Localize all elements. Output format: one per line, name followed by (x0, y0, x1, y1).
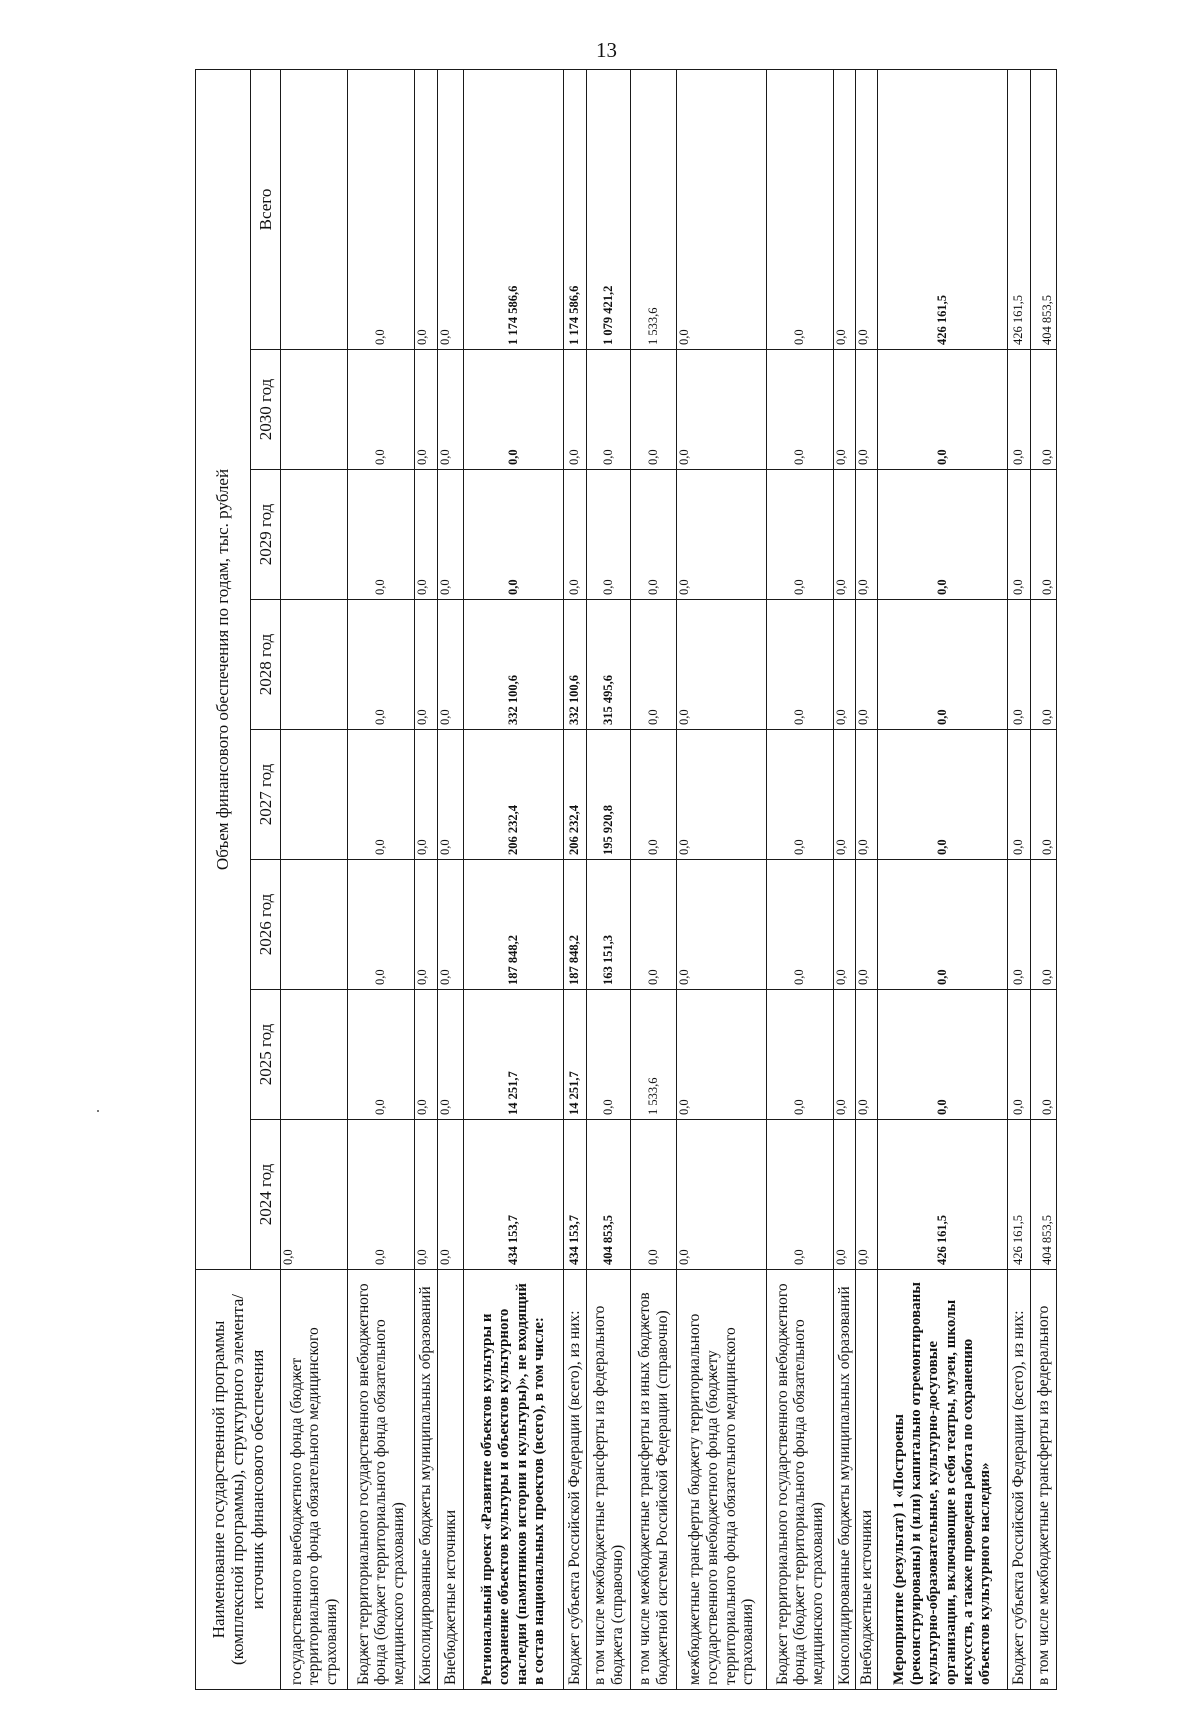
cell-2030: 0,0 (438, 350, 464, 470)
cell-2029: 0,0 (1031, 470, 1057, 600)
cell-2024: 0,0 (856, 1120, 878, 1270)
row-name: государственного внебюджетного фонда (бюджет территориального фонда обязательного медицинского страхования) (281, 1270, 348, 1690)
row-name: Консолидированные бюджеты муниципальных образований (415, 1270, 438, 1690)
cell-total: 0,0 (348, 69, 415, 349)
table-row (834, 69, 856, 1689)
cell-2025: 0,0 (767, 990, 834, 1120)
table-row (587, 69, 631, 1689)
cell-total: 1 533,6 (631, 69, 677, 349)
cell-2029 (281, 470, 348, 600)
row-name: в том числе межбюджетные трансферты из иных бюджетов бюджетной системы Российской Федерации (справочно) (631, 1270, 677, 1690)
header-year-2028: 2028 год (251, 600, 281, 730)
cell-2029: 0,0 (767, 470, 834, 600)
cell-total: 426 161,5 (878, 69, 1008, 349)
cell-2029: 0,0 (677, 470, 767, 600)
row-name: Консолидированные бюджеты муниципальных образований (834, 1270, 856, 1690)
cell-2026: 0,0 (677, 860, 767, 990)
cell-2026: 187 848,2 (464, 860, 564, 990)
cell-2028: 0,0 (834, 600, 856, 730)
cell-2025: 0,0 (587, 990, 631, 1120)
cell-2027: 0,0 (1008, 730, 1031, 860)
cell-2026 (281, 860, 348, 990)
cell-2025: 14 251,7 (564, 990, 587, 1120)
cell-2024: 0,0 (281, 1120, 348, 1270)
cell-2028 (281, 600, 348, 730)
table-row (878, 69, 1008, 1689)
cell-2028: 0,0 (878, 600, 1008, 730)
cell-2028: 0,0 (1008, 600, 1031, 730)
cell-2024: 404 853,5 (1031, 1120, 1057, 1270)
cell-2024: 0,0 (677, 1120, 767, 1270)
cell-2027: 0,0 (348, 730, 415, 860)
cell-2026: 0,0 (348, 860, 415, 990)
cell-2028: 0,0 (1031, 600, 1057, 730)
cell-2024: 426 161,5 (878, 1120, 1008, 1270)
cell-2025: 0,0 (856, 990, 878, 1120)
cell-2026: 0,0 (1031, 860, 1057, 990)
row-name: в том числе межбюджетные трансферты из федерального бюджета (справочно) (587, 1270, 631, 1690)
cell-2025 (281, 990, 348, 1120)
cell-2030: 0,0 (1031, 350, 1057, 470)
cell-2026: 163 151,3 (587, 860, 631, 990)
cell-2028: 332 100,6 (464, 600, 564, 730)
cell-2029: 0,0 (631, 470, 677, 600)
header-year-2024: 2024 год (251, 1120, 281, 1270)
cell-2030: 0,0 (834, 350, 856, 470)
funding-table (195, 69, 1057, 1690)
cell-2025: 1 533,6 (631, 990, 677, 1120)
table-row (348, 69, 415, 1689)
cell-2028: 0,0 (415, 600, 438, 730)
table-row (856, 69, 878, 1689)
cell-2029: 0,0 (834, 470, 856, 600)
header-year-2027: 2027 год (251, 730, 281, 860)
cell-2027: 0,0 (631, 730, 677, 860)
cell-total: 1 174 586,6 (464, 69, 564, 349)
cell-2027: 206 232,4 (564, 730, 587, 860)
cell-2024: 0,0 (631, 1120, 677, 1270)
cell-2030: 0,0 (464, 350, 564, 470)
cell-2024: 0,0 (438, 1120, 464, 1270)
table-row (1008, 69, 1031, 1689)
table-row (1031, 69, 1057, 1689)
cell-2025: 14 251,7 (464, 990, 564, 1120)
cell-2029: 0,0 (878, 470, 1008, 600)
cell-2024: 434 153,7 (464, 1120, 564, 1270)
scan-speck (97, 1110, 99, 1112)
cell-2028: 315 495,6 (587, 600, 631, 730)
cell-2026: 0,0 (631, 860, 677, 990)
header-year-2026: 2026 год (251, 860, 281, 990)
cell-2027: 0,0 (834, 730, 856, 860)
cell-2029: 0,0 (564, 470, 587, 600)
row-name: Внебюджетные источники (438, 1270, 464, 1690)
cell-total (281, 69, 348, 349)
row-name: в том числе межбюджетные трансферты из федерального (1031, 1270, 1057, 1690)
header-year-2025: 2025 год (251, 990, 281, 1120)
cell-2028: 0,0 (631, 600, 677, 730)
table-row (677, 69, 767, 1689)
cell-2030: 0,0 (878, 350, 1008, 470)
cell-2027: 0,0 (677, 730, 767, 860)
page-number: 13 (596, 38, 617, 62)
cell-2026: 0,0 (438, 860, 464, 990)
cell-2030: 0,0 (564, 350, 587, 470)
cell-total: 426 161,5 (1008, 69, 1031, 349)
cell-2029: 0,0 (856, 470, 878, 600)
cell-2027: 195 920,8 (587, 730, 631, 860)
table-row (281, 69, 348, 1689)
cell-2030 (281, 350, 348, 470)
table-row (564, 69, 587, 1689)
cell-2028: 0,0 (856, 600, 878, 730)
cell-2025: 0,0 (1031, 990, 1057, 1120)
cell-2024: 404 853,5 (587, 1120, 631, 1270)
table-row (438, 69, 464, 1689)
row-name: Внебюджетные источники (856, 1270, 878, 1690)
cell-2027: 0,0 (1031, 730, 1057, 860)
header-year-2029: 2029 год (251, 470, 281, 600)
cell-2030: 0,0 (767, 350, 834, 470)
table-row (631, 69, 677, 1689)
table-row (767, 69, 834, 1689)
cell-total: 404 853,5 (1031, 69, 1057, 349)
cell-2029: 0,0 (1008, 470, 1031, 600)
cell-total: 1 174 586,6 (564, 69, 587, 349)
cell-2026: 0,0 (767, 860, 834, 990)
cell-2026: 0,0 (878, 860, 1008, 990)
cell-total: 0,0 (415, 69, 438, 349)
cell-total: 1 079 421,2 (587, 69, 631, 349)
cell-total: 0,0 (438, 69, 464, 349)
cell-2024: 434 153,7 (564, 1120, 587, 1270)
cell-2029: 0,0 (587, 470, 631, 600)
cell-2024: 426 161,5 (1008, 1120, 1031, 1270)
cell-total: 0,0 (767, 69, 834, 349)
cell-2026: 0,0 (415, 860, 438, 990)
cell-2024: 0,0 (834, 1120, 856, 1270)
cell-2027: 0,0 (856, 730, 878, 860)
table-row (464, 69, 564, 1689)
row-name: Бюджет территориального государственного внебюджетного фонда (бюджет территориального фонда обязательного медицинского страхования) (348, 1270, 415, 1690)
cell-total: 0,0 (834, 69, 856, 349)
cell-2025: 0,0 (415, 990, 438, 1120)
header-total: Всего (251, 69, 281, 349)
cell-2025: 0,0 (878, 990, 1008, 1120)
cell-2026: 187 848,2 (564, 860, 587, 990)
row-name: Бюджет субъекта Российской Федерации (всего), из них: (1008, 1270, 1031, 1690)
header-name-column: Наименование государственной программы (комплексной программы), структурного элемента/источник финансового обеспечения (196, 1270, 281, 1690)
cell-2026: 0,0 (834, 860, 856, 990)
cell-2030: 0,0 (415, 350, 438, 470)
cell-2027: 0,0 (878, 730, 1008, 860)
row-name: Бюджет территориального государственного внебюджетного фонда (бюджет территориального фонда обязательного медицинского страхования) (767, 1270, 834, 1690)
cell-2030: 0,0 (631, 350, 677, 470)
cell-total: 0,0 (856, 69, 878, 349)
cell-2030: 0,0 (856, 350, 878, 470)
cell-2030: 0,0 (587, 350, 631, 470)
cell-2027: 206 232,4 (464, 730, 564, 860)
cell-2027: 0,0 (438, 730, 464, 860)
row-name: Региональный проект «Развитие объектов культуры и сохранение объектов культуры и объектов культурного наследия (памятников истории и культуры)», не входящий в состав национальных проектов (всего), в том числе: (464, 1270, 564, 1690)
table-row (415, 69, 438, 1689)
cell-2028: 332 100,6 (564, 600, 587, 730)
cell-2030: 0,0 (1008, 350, 1031, 470)
cell-2024: 0,0 (767, 1120, 834, 1270)
cell-2030: 0,0 (348, 350, 415, 470)
cell-2024: 0,0 (415, 1120, 438, 1270)
cell-2027: 0,0 (767, 730, 834, 860)
cell-2027 (281, 730, 348, 860)
cell-2028: 0,0 (348, 600, 415, 730)
cell-2029: 0,0 (464, 470, 564, 600)
row-name: Бюджет субъекта Российской Федерации (всего), из них: (564, 1270, 587, 1690)
cell-2028: 0,0 (438, 600, 464, 730)
cell-total: 0,0 (677, 69, 767, 349)
cell-2025: 0,0 (438, 990, 464, 1120)
row-name: межбюджетные трансферты бюджету территориального государственного внебюджетного фонда (бюджету территориального фонда обязательного медицинского страхования) (677, 1270, 767, 1690)
cell-2026: 0,0 (1008, 860, 1031, 990)
cell-2029: 0,0 (415, 470, 438, 600)
cell-2028: 0,0 (767, 600, 834, 730)
cell-2026: 0,0 (856, 860, 878, 990)
cell-2028: 0,0 (677, 600, 767, 730)
cell-2025: 0,0 (834, 990, 856, 1120)
cell-2027: 0,0 (415, 730, 438, 860)
row-name: Мероприятие (результат) 1 «Построены (реконструированы) и (или) капитально отремонтированы культурно-образовательные, культурно-досуговые организации, включающие в себя театры, музеи, школы искусств, а также проведена работа по сохранению объектов культурного наследия» (878, 1270, 1008, 1690)
rotated-table-container (195, 70, 1105, 1690)
header-group: Объем финансового обеспечения по годам, тыс. рублей (196, 69, 251, 1269)
cell-2025: 0,0 (348, 990, 415, 1120)
header-year-2030: 2030 год (251, 350, 281, 470)
cell-2024: 0,0 (348, 1120, 415, 1270)
cell-2029: 0,0 (438, 470, 464, 600)
cell-2025: 0,0 (1008, 990, 1031, 1120)
cell-2025: 0,0 (677, 990, 767, 1120)
cell-2029: 0,0 (348, 470, 415, 600)
cell-2030: 0,0 (677, 350, 767, 470)
